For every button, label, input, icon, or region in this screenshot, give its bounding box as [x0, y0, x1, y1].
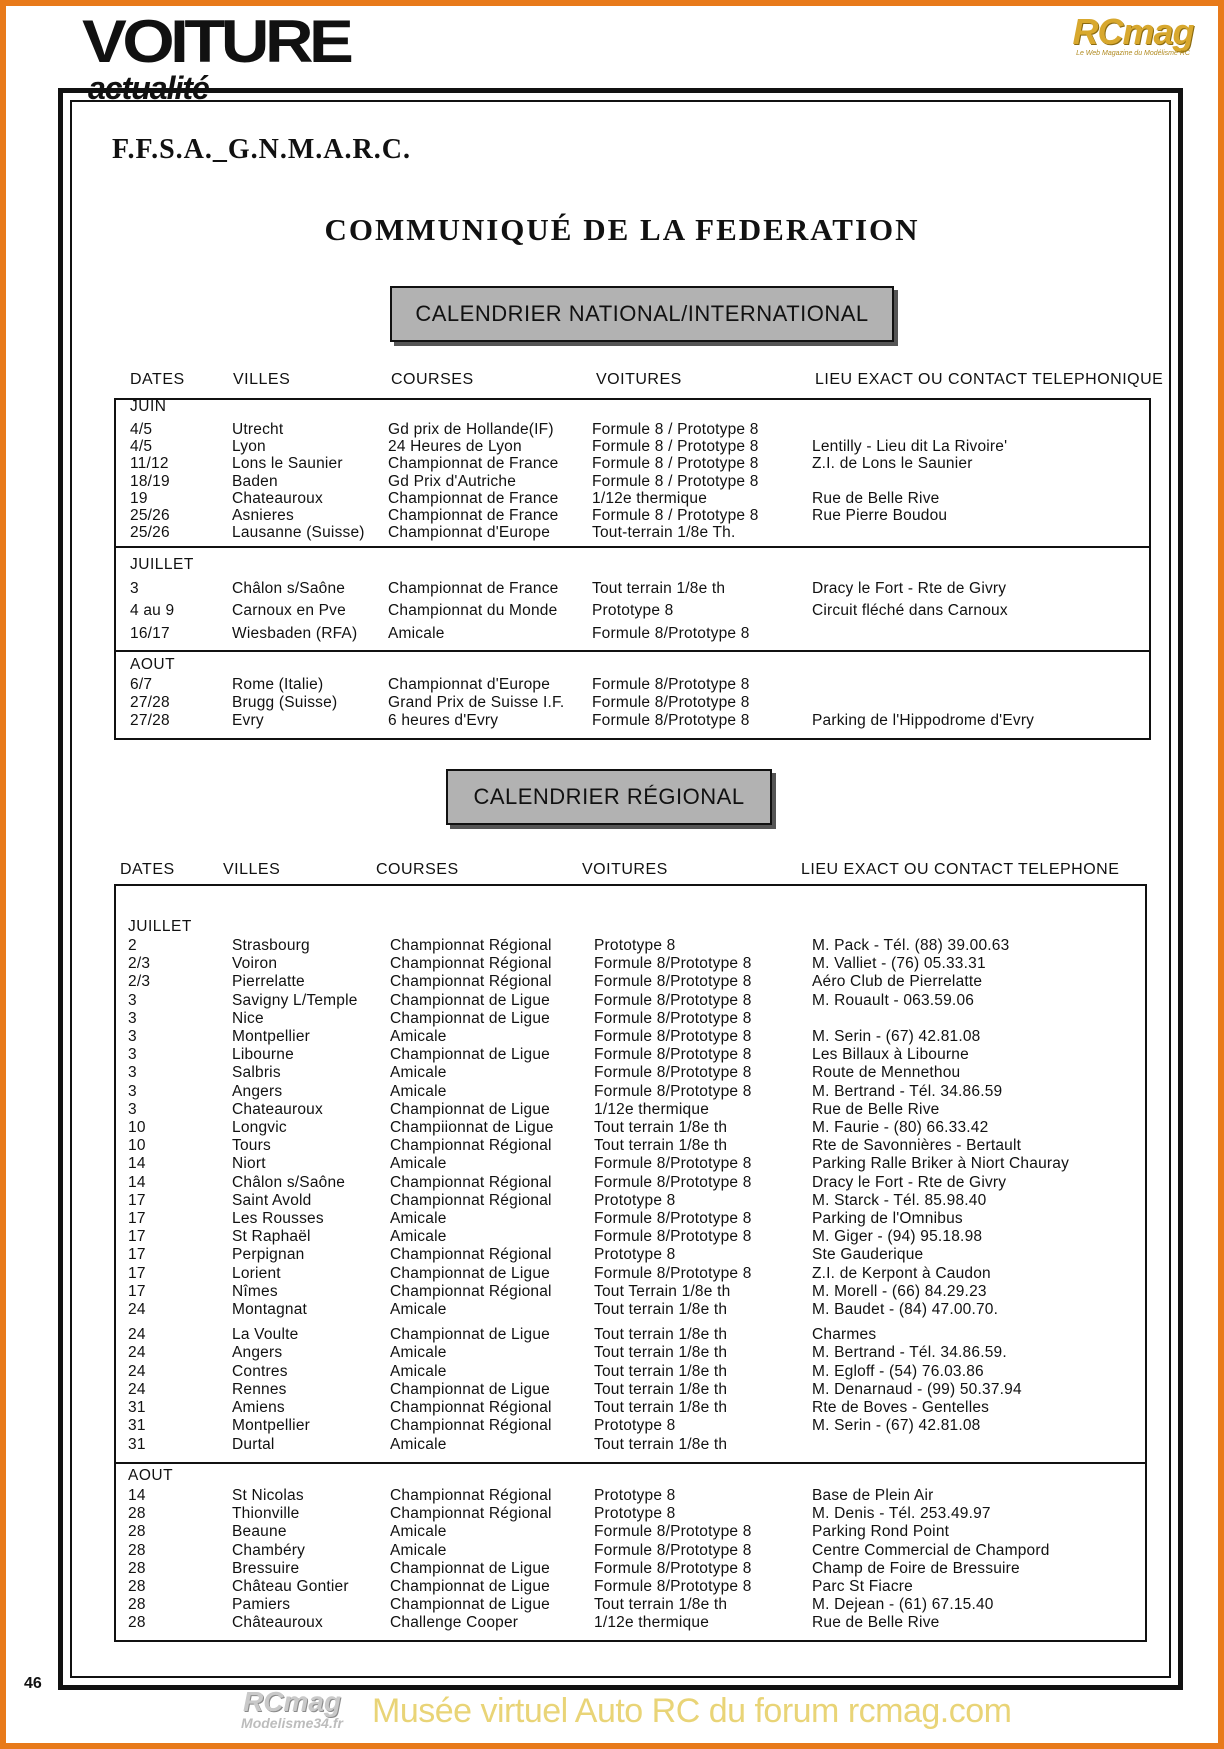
cell-voiture: Tout terrain 1/8e th [594, 1301, 728, 1318]
cell-ville: St Raphaël [232, 1228, 311, 1245]
header-villes: VILLES [233, 371, 291, 388]
cell-lieu: M. Pack - Tél. (88) 39.00.63 [812, 937, 1010, 954]
cell-date: 17 [128, 1283, 146, 1300]
cell-date: 14 [128, 1174, 146, 1191]
cell-voiture: Tout terrain 1/8e th [594, 1436, 728, 1453]
cell-date: 3 [128, 1046, 137, 1063]
cell-course: Championnat Régional [390, 1192, 552, 1209]
cell-date: 4/5 [130, 438, 153, 455]
cell-course: Championnat d'Europe [388, 676, 551, 693]
cell-ville: Amiens [232, 1399, 285, 1416]
cell-voiture: Prototype 8 [594, 1246, 676, 1263]
watermark-text: Musée virtuel Auto RC du forum rcmag.com [372, 1692, 1012, 1730]
cell-ville: Pierrelatte [232, 973, 305, 990]
cell-ville: Nice [232, 1010, 264, 1027]
rcmag-logo [1058, 11, 1208, 62]
cell-lieu: M. Serin - (67) 42.81.08 [812, 1417, 981, 1434]
header-dates: DATES [130, 371, 185, 388]
header-dates: DATES [120, 861, 175, 878]
cell-ville: Montpellier [232, 1417, 311, 1434]
cell-date: 10 [128, 1119, 146, 1136]
cell-course: Championnat de France [388, 490, 559, 507]
cell-date: 2 [128, 937, 137, 954]
cell-ville: Longvic [232, 1119, 287, 1136]
cell-lieu: M. Valliet - (76) 05.33.31 [812, 955, 986, 972]
cell-lieu: Rte de Boves - Gentelles [812, 1399, 990, 1416]
cell-ville: Bressuire [232, 1560, 300, 1577]
cell-lieu: Champ de Foire de Bressuire [812, 1560, 1020, 1577]
cell-date: 17 [128, 1265, 146, 1282]
cell-date: 28 [128, 1596, 146, 1613]
cell-lieu: Centre Commercial de Champord [812, 1542, 1050, 1559]
cell-voiture: Formule 8/Prototype 8 [594, 1010, 752, 1027]
cell-course: Championnat de Ligue [390, 1596, 550, 1613]
cell-date: 16/17 [130, 625, 170, 642]
cell-course: Championnat Régional [390, 1399, 552, 1416]
cell-ville: Rennes [232, 1381, 287, 1398]
cell-ville: Chambéry [232, 1542, 306, 1559]
cell-lieu: M. Giger - (94) 95.18.98 [812, 1228, 983, 1245]
cell-ville: Evry [232, 712, 264, 729]
cell-lieu: M. Starck - Tél. 85.98.40 [812, 1192, 987, 1209]
cell-course: Championnat de France [388, 507, 559, 524]
cell-date: 31 [128, 1399, 146, 1416]
cell-date: 28 [128, 1560, 146, 1577]
cell-voiture: Tout terrain 1/8e th [594, 1381, 728, 1398]
cell-course: Championnat Régional [390, 973, 552, 990]
cell-course: Championnat Régional [390, 1137, 552, 1154]
cell-voiture: Formule 8/Prototype 8 [594, 1578, 752, 1595]
month-label: JUIN [130, 398, 167, 415]
cell-ville: Salbris [232, 1064, 281, 1081]
cell-voiture: Tout terrain 1/8e th [594, 1363, 728, 1380]
cell-ville: Angers [232, 1344, 283, 1361]
cell-date: 25/26 [130, 524, 170, 541]
month-separator [114, 1462, 1147, 1464]
cell-course: Amicale [388, 625, 445, 642]
cell-course: Amicale [390, 1155, 447, 1172]
regional-calendar-banner: CALENDRIER RÉGIONAL [446, 769, 772, 825]
cell-lieu: Parking de l'Hippodrome d'Evry [812, 712, 1035, 729]
watermark-logo-text: RCmag [242, 1686, 341, 1717]
cell-date: 17 [128, 1210, 146, 1227]
month-label: JUILLET [130, 556, 194, 573]
cell-lieu: M. Egloff - (54) 76.03.86 [812, 1363, 984, 1380]
cell-ville: Asnieres [232, 507, 294, 524]
cell-ville: Perpignan [232, 1246, 305, 1263]
cell-course: Championnat de Ligue [390, 1101, 550, 1118]
cell-course: Championnat de Ligue [390, 1046, 550, 1063]
cell-date: 17 [128, 1192, 146, 1209]
cell-lieu: M. Morell - (66) 84.29.23 [812, 1283, 987, 1300]
cell-course: Championnat de Ligue [390, 1265, 550, 1282]
cell-course: Gd Prix d'Autriche [388, 473, 517, 490]
cell-ville: Montpellier [232, 1028, 311, 1045]
cell-course: Challenge Cooper [390, 1614, 519, 1631]
watermark-logo [212, 1688, 372, 1738]
cell-ville: Pamiers [232, 1596, 291, 1613]
cell-course: 24 Heures de Lyon [388, 438, 522, 455]
cell-voiture: Prototype 8 [594, 1487, 676, 1504]
cell-voiture: Formule 8 / Prototype 8 [592, 455, 759, 472]
cell-ville: Chateauroux [232, 490, 323, 507]
cell-lieu: Parking Ralle Briker à Niort Chauray [812, 1155, 1070, 1172]
cell-course: Championnat de Ligue [390, 992, 550, 1009]
cell-voiture: Formule 8/Prototype 8 [594, 992, 752, 1009]
cell-course: Amicale [390, 1542, 447, 1559]
cell-date: 31 [128, 1417, 146, 1434]
cell-course: 6 heures d'Evry [388, 712, 499, 729]
cell-ville: Chateauroux [232, 1101, 323, 1118]
cell-voiture: Formule 8/Prototype 8 [592, 694, 750, 711]
cell-date: 4/5 [130, 421, 153, 438]
cell-lieu: Parc St Fiacre [812, 1578, 913, 1595]
page-number: 46 [24, 1675, 42, 1692]
cell-ville: Wiesbaden (RFA) [232, 625, 358, 642]
cell-course: Amicale [390, 1064, 447, 1081]
cell-date: 3 [128, 1028, 137, 1045]
cell-date: 27/28 [130, 712, 170, 729]
cell-course: Championnat Régional [390, 937, 552, 954]
cell-lieu: Rue de Belle Rive [812, 1101, 940, 1118]
header-villes: VILLES [223, 861, 281, 878]
cell-course: Championnat de Ligue [390, 1560, 550, 1577]
cell-date: 24 [128, 1363, 146, 1380]
cell-voiture: Formule 8/Prototype 8 [594, 973, 752, 990]
cell-voiture: Formule 8/Prototype 8 [592, 712, 750, 729]
cell-date: 6/7 [130, 676, 153, 693]
cell-voiture: Formule 8/Prototype 8 [594, 1155, 752, 1172]
cell-date: 2/3 [128, 955, 151, 972]
cell-lieu: M. Serin - (67) 42.81.08 [812, 1028, 981, 1045]
cell-date: 17 [128, 1228, 146, 1245]
cell-ville: Lyon [232, 438, 266, 455]
rcmag-logo-text: RCmag [1072, 11, 1194, 52]
cell-date: 18/19 [130, 473, 170, 490]
cell-ville: Lons le Saunier [232, 455, 343, 472]
cell-ville: Châlon s/Saône [232, 1174, 346, 1191]
cell-date: 3 [128, 992, 137, 1009]
cell-ville: Contres [232, 1363, 288, 1380]
rcmag-logo-tagline: Le Web Magazine du Modélisme RC [1076, 50, 1190, 57]
cell-voiture: Prototype 8 [594, 937, 676, 954]
cell-voiture: Formule 8 / Prototype 8 [592, 473, 759, 490]
cell-date: 3 [128, 1064, 137, 1081]
section-subtitle-actualite: actualité [88, 70, 209, 106]
cell-ville: Brugg (Suisse) [232, 694, 338, 711]
header-voitures: VOITURES [582, 861, 668, 878]
cell-date: 24 [128, 1326, 146, 1343]
cell-course: Amicale [390, 1083, 447, 1100]
cell-lieu: Parking Rond Point [812, 1523, 950, 1540]
cell-lieu: Lentilly - Lieu dit La Rivoire' [812, 438, 1008, 455]
cell-date: 11/12 [130, 455, 169, 472]
cell-lieu: Parking de l'Omnibus [812, 1210, 963, 1227]
cell-ville: Nîmes [232, 1283, 278, 1300]
header-lieu: LIEU EXACT OU CONTACT TELEPHONE [801, 861, 1120, 878]
cell-ville: Châteauroux [232, 1614, 323, 1631]
month-label: AOUT [128, 1467, 174, 1484]
cell-voiture: Prototype 8 [594, 1417, 676, 1434]
cell-ville: Les Rousses [232, 1210, 324, 1227]
cell-date: 28 [128, 1542, 146, 1559]
cell-course: Championnat Régional [390, 1417, 552, 1434]
cell-lieu: Z.I. de Lons le Saunier [812, 455, 973, 472]
cell-ville: Tours [232, 1137, 271, 1154]
cell-voiture: Formule 8/Prototype 8 [594, 1560, 752, 1577]
cell-voiture: Formule 8/Prototype 8 [594, 1064, 752, 1081]
cell-voiture: Formule 8/Prototype 8 [594, 1210, 752, 1227]
cell-voiture: Formule 8/Prototype 8 [592, 676, 750, 693]
cell-lieu: Aéro Club de Pierrelatte [812, 973, 983, 990]
cell-date: 4 au 9 [130, 602, 175, 619]
cell-voiture: Formule 8/Prototype 8 [594, 1542, 752, 1559]
cell-lieu: Dracy le Fort - Rte de Givry [812, 1174, 1007, 1191]
cell-course: Amicale [390, 1363, 447, 1380]
cell-date: 28 [128, 1505, 146, 1522]
cell-date: 25/26 [130, 507, 170, 524]
cell-ville: Savigny L/Temple [232, 992, 358, 1009]
national-calendar-banner: CALENDRIER NATIONAL/INTERNATIONAL [390, 286, 894, 342]
cell-date: 24 [128, 1301, 146, 1318]
cell-ville: Lorient [232, 1265, 281, 1282]
cell-voiture: Prototype 8 [594, 1505, 676, 1522]
cell-course: Amicale [390, 1344, 447, 1361]
cell-course: Championnat de Ligue [390, 1578, 550, 1595]
cell-voiture: Formule 8/Prototype 8 [594, 1174, 752, 1191]
header-courses: COURSES [391, 371, 474, 388]
cell-voiture: Prototype 8 [594, 1192, 676, 1209]
cell-voiture: Tout Terrain 1/8e th [594, 1283, 731, 1300]
cell-ville: Saint Avold [232, 1192, 312, 1209]
cell-date: 19 [130, 490, 148, 507]
cell-course: Championnat de Ligue [390, 1326, 550, 1343]
cell-course: Championnat Régional [390, 1487, 552, 1504]
page-title: COMMUNIQUÉ DE LA FEDERATION [324, 212, 920, 247]
cell-course: Amicale [390, 1028, 447, 1045]
cell-date: 10 [128, 1137, 146, 1154]
cell-lieu: M. Dejean - (61) 67.15.40 [812, 1596, 994, 1613]
cell-lieu: Rue Pierre Boudou [812, 507, 948, 524]
header-courses: COURSES [376, 861, 459, 878]
cell-ville: Niort [232, 1155, 266, 1172]
organization-name: F.F.S.A._G.N.M.A.R.C. [112, 134, 411, 165]
cell-lieu: M. Denarnaud - (99) 50.37.94 [812, 1381, 1022, 1398]
cell-voiture: Tout terrain 1/8e th [594, 1399, 728, 1416]
cell-ville: Carnoux en Pve [232, 602, 346, 619]
cell-lieu: Dracy le Fort - Rte de Givry [812, 580, 1007, 597]
month-label: JUILLET [128, 918, 192, 935]
cell-course: Championnat de France [388, 455, 559, 472]
cell-lieu: M. Bertrand - Tél. 34.86.59. [812, 1344, 1007, 1361]
cell-course: Amicale [390, 1436, 447, 1453]
cell-date: 2/3 [128, 973, 151, 990]
cell-ville: La Voulte [232, 1326, 299, 1343]
cell-lieu: Rue de Belle Rive [812, 1614, 940, 1631]
cell-date: 3 [128, 1101, 137, 1118]
cell-voiture: Formule 8 / Prototype 8 [592, 421, 759, 438]
cell-lieu: Z.I. de Kerpont à Caudon [812, 1265, 991, 1282]
cell-date: 17 [128, 1246, 146, 1263]
cell-voiture: Formule 8/Prototype 8 [594, 955, 752, 972]
cell-lieu: M. Rouault - 063.59.06 [812, 992, 975, 1009]
cell-voiture: Formule 8/Prototype 8 [592, 625, 750, 642]
cell-course: Championnat Régional [390, 1174, 552, 1191]
cell-date: 24 [128, 1381, 146, 1398]
cell-date: 24 [128, 1344, 146, 1361]
header-lieu: LIEU EXACT OU CONTACT TELEPHONIQUE [815, 371, 1164, 388]
month-separator [114, 546, 1151, 548]
cell-lieu: M. Baudet - (84) 47.00.70. [812, 1301, 999, 1318]
cell-ville: Baden [232, 473, 278, 490]
cell-ville: St Nicolas [232, 1487, 304, 1504]
cell-voiture: Tout terrain 1/8e th [594, 1119, 728, 1136]
cell-ville: Montagnat [232, 1301, 308, 1318]
cell-date: 28 [128, 1578, 146, 1595]
cell-date: 27/28 [130, 694, 170, 711]
cell-lieu: Ste Gauderique [812, 1246, 924, 1263]
cell-voiture: Formule 8/Prototype 8 [594, 1265, 752, 1282]
cell-voiture: Tout terrain 1/8e th [594, 1137, 728, 1154]
cell-voiture: Formule 8/Prototype 8 [594, 1028, 752, 1045]
cell-voiture: Formule 8 / Prototype 8 [592, 507, 759, 524]
cell-voiture: Tout-terrain 1/8e Th. [592, 524, 736, 541]
cell-date: 14 [128, 1487, 146, 1504]
cell-ville: Château Gontier [232, 1578, 349, 1595]
cell-voiture: Formule 8/Prototype 8 [594, 1046, 752, 1063]
cell-lieu: Les Billaux à Libourne [812, 1046, 969, 1063]
cell-ville: Châlon s/Saône [232, 580, 346, 597]
cell-lieu: Rue de Belle Rive [812, 490, 940, 507]
cell-date: 3 [128, 1083, 137, 1100]
cell-ville: Utrecht [232, 421, 284, 438]
cell-course: Championnat du Monde [388, 602, 558, 619]
cell-course: Amicale [390, 1228, 447, 1245]
cell-lieu: Charmes [812, 1326, 877, 1343]
cell-voiture: Tout terrain 1/8e th [592, 580, 726, 597]
cell-date: 28 [128, 1523, 146, 1540]
cell-voiture: Tout terrain 1/8e th [594, 1596, 728, 1613]
cell-course: Amicale [390, 1523, 447, 1540]
cell-lieu: M. Faurie - (80) 66.33.42 [812, 1119, 989, 1136]
cell-voiture: Formule 8/Prototype 8 [594, 1228, 752, 1245]
cell-ville: Voiron [232, 955, 278, 972]
cell-date: 3 [128, 1010, 137, 1027]
cell-ville: Durtal [232, 1436, 275, 1453]
cell-course: Championnat Régional [390, 955, 552, 972]
cell-lieu: M. Denis - Tél. 253.49.97 [812, 1505, 991, 1522]
watermark-logo-site: Modelisme34.fr [241, 1715, 343, 1731]
cell-ville: Strasbourg [232, 937, 310, 954]
cell-course: Amicale [390, 1210, 447, 1227]
cell-course: Gd prix de Hollande(IF) [388, 421, 554, 438]
cell-course: Champiionnat de Ligue [390, 1119, 554, 1136]
cell-voiture: Tout terrain 1/8e th [594, 1344, 728, 1361]
cell-ville: Angers [232, 1083, 283, 1100]
cell-date: 14 [128, 1155, 146, 1172]
cell-course: Championnat de Ligue [390, 1381, 550, 1398]
cell-course: Championnat Régional [390, 1505, 552, 1522]
section-title-voiture: VOITURE [82, 8, 350, 75]
cell-voiture: 1/12e thermique [592, 490, 708, 507]
month-separator [114, 650, 1151, 652]
cell-voiture: Prototype 8 [592, 602, 674, 619]
cell-lieu: M. Bertrand - Tél. 34.86.59 [812, 1083, 1003, 1100]
cell-date: 3 [130, 580, 139, 597]
cell-course: Championnat Régional [390, 1283, 552, 1300]
cell-date: 28 [128, 1614, 146, 1631]
cell-voiture: Tout terrain 1/8e th [594, 1326, 728, 1343]
cell-course: Championnat Régional [390, 1246, 552, 1263]
cell-course: Championnat de Ligue [390, 1010, 550, 1027]
cell-course: Amicale [390, 1301, 447, 1318]
cell-voiture: 1/12e thermique [594, 1101, 710, 1118]
cell-ville: Beaune [232, 1523, 287, 1540]
cell-lieu: Rte de Savonnières - Bertault [812, 1137, 1022, 1154]
cell-voiture: 1/12e thermique [594, 1614, 710, 1631]
cell-course: Championnat d'Europe [388, 524, 551, 541]
cell-lieu: Circuit fléché dans Carnoux [812, 602, 1008, 619]
cell-ville: Rome (Italie) [232, 676, 324, 693]
header-voitures: VOITURES [596, 371, 682, 388]
cell-ville: Thionville [232, 1505, 300, 1522]
cell-voiture: Formule 8/Prototype 8 [594, 1523, 752, 1540]
month-label: AOUT [130, 656, 176, 673]
cell-lieu: Base de Plein Air [812, 1487, 934, 1504]
cell-course: Grand Prix de Suisse I.F. [388, 694, 565, 711]
cell-voiture: Formule 8 / Prototype 8 [592, 438, 759, 455]
cell-course: Championnat de France [388, 580, 559, 597]
cell-ville: Lausanne (Suisse) [232, 524, 365, 541]
cell-lieu: Route de Mennethou [812, 1064, 961, 1081]
cell-date: 31 [128, 1436, 146, 1453]
cell-voiture: Formule 8/Prototype 8 [594, 1083, 752, 1100]
cell-ville: Libourne [232, 1046, 294, 1063]
